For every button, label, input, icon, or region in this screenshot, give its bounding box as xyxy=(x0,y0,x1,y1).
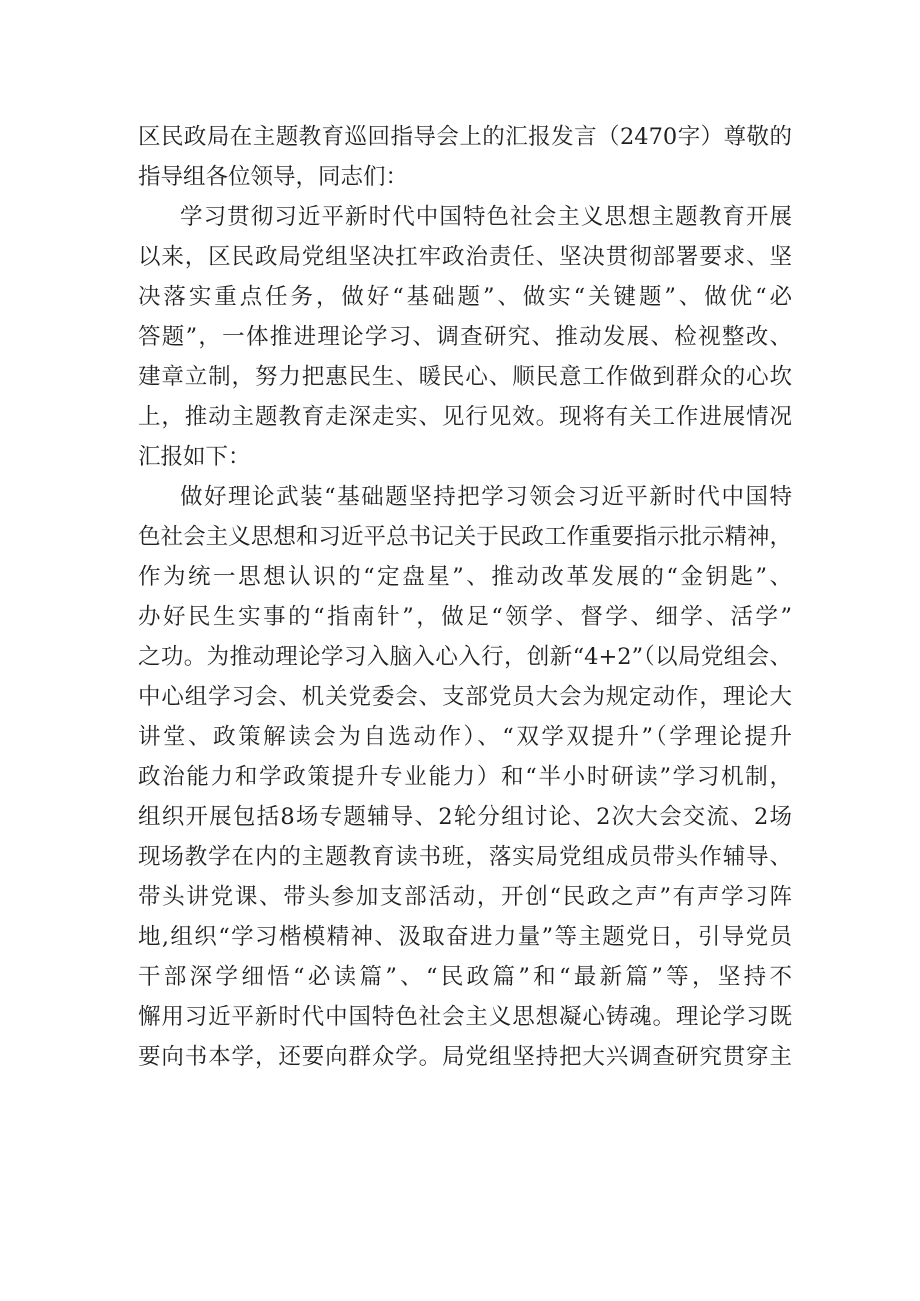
paragraph-2 xyxy=(138,197,792,477)
text-line: 做好理论武装“基础题坚持把学习领会习近平新时代中国特 xyxy=(180,484,792,510)
text-line: 学习贯彻习近平新时代中国特色社会主义思想主题教育开展 xyxy=(180,204,792,230)
text-line: 干部深学细悟“必读篇”、“民政篇”和“最新篇”等，坚持不 xyxy=(138,964,792,990)
text-line: 地,组织“学习楷模精神、汲取奋进力量”等主题党日，引导党员 xyxy=(138,924,792,950)
text-line: 之功。为推动理论学习入脑入心入行，创新“4+2”（以局党组会、 xyxy=(138,644,792,670)
text-line: 建章立制，努力把惠民生、暖民心、顺民意工作做到群众的心坎 xyxy=(138,364,792,390)
text-line: 指导组各位领导，同志们： xyxy=(138,164,409,190)
text-line: 带头讲党课、带头参加支部活动，开创“民政之声”有声学习阵 xyxy=(138,884,792,910)
text-line: 组织开展包括8场专题辅导、2轮分组讨论、2次大会交流、2场 xyxy=(138,804,792,830)
text-line: 答题”，一体推进理论学习、调查研究、推动发展、检视整改、 xyxy=(138,324,792,350)
text-line: 汇报如下： xyxy=(138,444,251,470)
text-line: 上，推动主题教育走深走实、见行见效。现将有关工作进展情况 xyxy=(138,404,792,430)
text-line: 色社会主义思想和习近平总书记关于民政工作重要指示批示精神， xyxy=(138,524,792,550)
text-line: 决落实重点任务，做好“基础题”、做实“关键题”、做优“必 xyxy=(138,284,792,310)
text-line: 要向书本学，还要向群众学。局党组坚持把大兴调查研究贯穿主 xyxy=(138,1044,792,1070)
text-line: 作为统一思想认识的“定盘星”、推动改革发展的“金钥匙”、 xyxy=(138,564,792,590)
text-line: 讲堂、政策解读会为自选动作）、“双学双提升”（学理论提升 xyxy=(138,724,792,750)
paragraph-3 xyxy=(138,477,792,1077)
text-line: 中心组学习会、机关党委会、支部党员大会为规定动作，理论大 xyxy=(138,684,792,710)
text-line: 政治能力和学政策提升专业能力）和“半小时研读”学习机制， xyxy=(138,764,792,790)
text-line: 懈用习近平新时代中国特色社会主义思想凝心铸魂。理论学习既 xyxy=(138,1004,792,1030)
text-line: 现场教学在内的主题教育读书班，落实局党组成员带头作辅导、 xyxy=(138,844,792,870)
text-line: 区民政局在主题教育巡回指导会上的汇报发言（2470字）尊敬的 xyxy=(138,124,792,150)
text-line: 以来，区民政局党组坚决扛牢政治责任、坚决贯彻部署要求、坚 xyxy=(138,244,792,270)
text-line: 办好民生实事的“指南针”，做足“领学、督学、细学、活学” xyxy=(138,604,792,630)
paragraph-1 xyxy=(138,117,792,197)
